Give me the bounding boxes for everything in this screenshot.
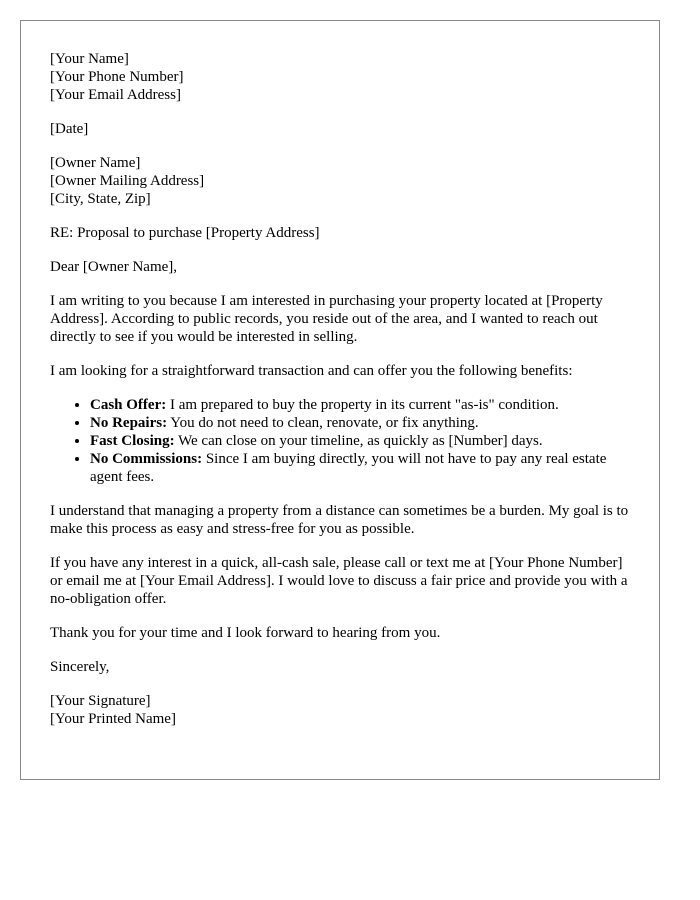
benefit-item xyxy=(90,396,635,414)
letter-date: [Date] xyxy=(50,121,89,137)
benefit-item xyxy=(90,414,635,432)
benefit-item xyxy=(90,432,635,450)
benefits-intro-paragraph: I am looking for a straightforward transaction and can offer you the following benefits: xyxy=(50,363,573,379)
benefits-list xyxy=(50,396,635,486)
date-block xyxy=(50,120,635,138)
recipient-block xyxy=(50,154,635,208)
benefit-text: We can close on your timeline, as quickly as [Number] days. xyxy=(174,433,543,449)
signature-block xyxy=(50,692,635,728)
call-to-action-paragraph: If you have any interest in a quick, all-cash sale, please call or text me at [Your Phone Number] or email me at [Your Email Address]. I would love to discuss a fair price and provide you with a no-obligation offer. xyxy=(50,555,628,607)
benefit-title: Cash Offer: xyxy=(90,397,167,413)
intro-paragraph: I am writing to you because I am interested in purchasing your property located at [Property Address]. According to public records, you reside out of the area, and I wanted to reach out directly to see if you would be interested in selling. xyxy=(50,293,603,345)
printed-name: [Your Printed Name] xyxy=(50,711,176,727)
understanding-paragraph: I understand that managing a property from a distance can sometimes be a burden. My goal is to make this process as easy and stress-free for you as possible. xyxy=(50,503,629,537)
recipient-mailing-address: [Owner Mailing Address] xyxy=(50,173,205,189)
benefit-text: Since I am buying directly, you will not have to pay any real estate agent fees. xyxy=(90,451,607,485)
subject-line: RE: Proposal to purchase [Property Address] xyxy=(50,225,320,241)
letter-body xyxy=(50,50,635,728)
sender-block xyxy=(50,50,635,104)
sender-phone: [Your Phone Number] xyxy=(50,69,184,85)
benefit-item xyxy=(90,450,635,486)
benefit-text: You do not need to clean, renovate, or fix anything. xyxy=(167,415,479,431)
benefit-text: I am prepared to buy the property in its current "as-is" condition. xyxy=(166,397,559,413)
signature: [Your Signature] xyxy=(50,693,151,709)
benefit-title: No Repairs: xyxy=(90,415,168,431)
valediction: Sincerely, xyxy=(50,659,110,675)
benefit-title: No Commissions: xyxy=(90,451,203,467)
salutation: Dear [Owner Name], xyxy=(50,259,178,275)
letter-frame xyxy=(20,20,660,780)
sender-name: [Your Name] xyxy=(50,51,129,67)
recipient-name: [Owner Name] xyxy=(50,155,141,171)
benefit-title: Fast Closing: xyxy=(90,433,175,449)
recipient-city-state-zip: [City, State, Zip] xyxy=(50,191,151,207)
sender-email: [Your Email Address] xyxy=(50,87,181,103)
thanks-paragraph: Thank you for your time and I look forward to hearing from you. xyxy=(50,625,441,641)
